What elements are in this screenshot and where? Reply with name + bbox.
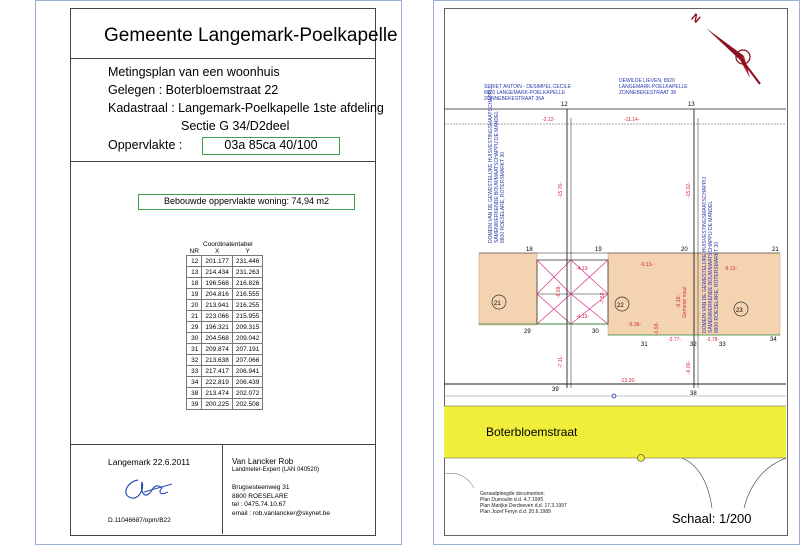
surveyor-contact [232, 484, 330, 518]
coord-row [187, 300, 263, 311]
parcel-22-label: 22 [617, 303, 624, 309]
coord-nr: 32 [187, 355, 202, 366]
coord-y: 207.066 [232, 355, 263, 366]
coord-row [187, 267, 263, 278]
coord-x: 204.568 [202, 333, 233, 344]
surveyor-title: Landmeter-Expert (LAN 040520) [232, 467, 320, 473]
doc-type: Metingsplan van een woonhuis [108, 65, 280, 79]
coord-x: 201.177 [202, 256, 233, 267]
right-sheet [433, 0, 800, 545]
built-area: Bebouwde oppervlakte woning: 74,94 m2 [163, 196, 330, 206]
signature-drawing [118, 474, 178, 504]
dim-5: -6.59- [556, 284, 562, 298]
manhole-icon [638, 455, 645, 462]
coord-y: 231.446 [232, 256, 263, 267]
coord-nr: 29 [187, 322, 202, 333]
coord-x: 209.874 [202, 344, 233, 355]
area-label: Oppervlakte : [108, 138, 183, 152]
coord-y: 206.439 [232, 377, 263, 388]
owner-right-2: LANGEMARK-POELKAPELLE [619, 84, 688, 90]
coord-y: 215.955 [232, 311, 263, 322]
coord-row [187, 278, 263, 289]
coord-nr: 39 [187, 399, 202, 410]
curb-left [444, 473, 474, 488]
col-header-nr: NR [189, 248, 199, 255]
vertical-right-1: DOMEIN VAN DE GEWESTELIJKE HUISVESTINGSMAATSCHAPPIJ [702, 177, 708, 333]
coord-nr: 12 [187, 256, 202, 267]
dim-7: -4.13- [576, 314, 590, 320]
point-20: 20 [681, 247, 688, 253]
point-30: 30 [592, 329, 599, 335]
col-header-y: Y [245, 248, 250, 255]
dim-2: -11.14- [624, 117, 640, 123]
dim-3: -15.76- [558, 182, 564, 198]
email: email : rob.vanlancker@skynet.be [232, 509, 331, 517]
dim-10: -9.13- [724, 266, 738, 272]
built-area-box [138, 194, 355, 210]
vertical-left-1: DOMEIN VAN DE GEWESTELIJKE HUISVESTINGSMAATSCHAPPIJ [488, 87, 494, 243]
point-29: 29 [524, 329, 531, 335]
dim-18: -13.26- [620, 378, 636, 384]
doc-1: Plan Dumoulin d.d. 4.7.1995 [480, 497, 544, 503]
title-divider [70, 58, 375, 59]
vertical-left-2: SAMENWERKENDE BOUWMAATSCHAPPIJ DE MANDEL [494, 110, 500, 243]
point-13: 13 [688, 102, 695, 108]
coord-y: 231.263 [232, 267, 263, 278]
area-value-box [202, 137, 340, 155]
north-arrow [688, 12, 760, 84]
street-label: Boterbloemstraat [486, 425, 578, 439]
coord-row [187, 366, 263, 377]
dim-15: -1.93- [654, 321, 660, 335]
owner-left-2: 8920 LANGEMARK-POELKAPELLE [484, 90, 566, 96]
point-34: 34 [770, 337, 777, 343]
dim-6: -4.13- [576, 266, 590, 272]
area-value: 03a 85ca 40/100 [224, 138, 318, 152]
owner-right-3: ZONNEBEKESTRAAT 38 [619, 90, 677, 96]
reference-number: D.11046687/opm/B22 [108, 517, 171, 524]
dim-9: -7.52- [600, 290, 606, 304]
municipality-title: Gemeente Langemark-Poelkapelle [104, 25, 398, 46]
point-39: 39 [552, 387, 559, 393]
coord-row [187, 256, 263, 267]
coord-row [187, 322, 263, 333]
coord-x: 222.819 [202, 377, 233, 388]
coord-y: 216.255 [232, 300, 263, 311]
coord-row [187, 344, 263, 355]
dim-14: -3.78- [706, 337, 720, 343]
place-date: Langemark 22.6.2011 [108, 457, 191, 467]
dim-8: -9.13- [640, 262, 654, 268]
coord-nr: 38 [187, 388, 202, 399]
point-19: 19 [595, 247, 602, 253]
coord-nr: 18 [187, 278, 202, 289]
survey-points [524, 102, 779, 397]
carport-cross [537, 260, 608, 324]
coord-x: 196.568 [202, 278, 233, 289]
point-31: 31 [641, 342, 648, 348]
coord-x: 213.638 [202, 355, 233, 366]
parcel-21-label: 21 [494, 301, 501, 307]
coord-table-header [187, 248, 263, 256]
coord-y: 209.042 [232, 333, 263, 344]
coord-y: 206.941 [232, 366, 263, 377]
owner-right-1: DEWILDE LIEVEN, 8920 [619, 78, 675, 84]
north-label: N [688, 11, 703, 26]
coord-row [187, 399, 263, 410]
coord-table [186, 248, 263, 410]
dim-12: -6.19- [676, 294, 682, 308]
col-header-x: X [214, 248, 220, 255]
wall-note: Gemene muur [682, 286, 688, 318]
coord-nr: 19 [187, 289, 202, 300]
point-12: 12 [561, 102, 568, 108]
coord-nr: 31 [187, 344, 202, 355]
coord-nr: 13 [187, 267, 202, 278]
dim-11: -5.36- [628, 322, 642, 328]
signature-split [222, 444, 223, 534]
coord-row [187, 311, 263, 322]
vertical-right-2: SAMENWERKENDE BOUWMAATSCHAPPIJ DE MANDEL [708, 200, 714, 333]
coord-x: 217.417 [202, 366, 233, 377]
coord-nr: 20 [187, 300, 202, 311]
coord-x: 200.225 [202, 399, 233, 410]
doc-2: Plan Marijke Derdoeven d.d. 17.3.1997 [480, 503, 567, 509]
coord-row [187, 355, 263, 366]
coord-nr: 21 [187, 311, 202, 322]
kadastraal-line-2: Sectie G 34/D2deel [181, 119, 290, 133]
coord-x: 196.321 [202, 322, 233, 333]
curb-right [682, 458, 712, 508]
point-18: 18 [526, 247, 533, 253]
point-21: 21 [772, 247, 779, 253]
owner-left-1: SPRIET ANTOIN - DESIMPEL CECILE [484, 84, 571, 90]
coord-table-wrap [186, 248, 263, 410]
coord-y: 209.315 [232, 322, 263, 333]
consulted-docs [480, 491, 567, 515]
vertical-left-3: 8800 ROESELARE, ROTERSMARKT 30 [500, 151, 506, 243]
dim-4: -15.02- [686, 182, 692, 198]
coord-x: 213.474 [202, 388, 233, 399]
coord-y: 216.555 [232, 289, 263, 300]
address-line-2: 8800 ROESELARE [232, 492, 289, 500]
curb-far-right [744, 458, 786, 508]
coord-row [187, 289, 263, 300]
coord-y: 216.826 [232, 278, 263, 289]
coord-table-body [187, 256, 263, 410]
info-divider [70, 161, 375, 162]
phone: tel : 0475.74.10.67 [232, 501, 286, 508]
scale-label: Schaal: 1/200 [672, 511, 752, 526]
cadastral-plan [444, 8, 786, 534]
point-38: 38 [690, 391, 697, 397]
coord-row [187, 388, 263, 399]
vertical-owner-right [702, 177, 720, 333]
vertical-right-3: 8800 ROESELARE, ROTERSMARKT 30 [714, 241, 720, 333]
coord-x: 214.434 [202, 267, 233, 278]
dim-13: -3.77- [668, 337, 682, 343]
coord-x: 223.066 [202, 311, 233, 322]
coord-y: 202.508 [232, 399, 263, 410]
coord-nr: 30 [187, 333, 202, 344]
coord-y: 202.072 [232, 388, 263, 399]
dim-1: -2.12- [542, 117, 556, 123]
address-line-1: Brugsesteenweg 31 [232, 484, 290, 491]
doc-3: Plan Jozef Feryn d.d. 20.6.1989 [480, 509, 551, 515]
coord-y: 207.191 [232, 344, 263, 355]
parcel-23-label: 23 [736, 308, 743, 314]
parcel-21-fill [479, 253, 537, 325]
owner-left-3: ZONNEBEKESTRAAT 36A [484, 96, 545, 102]
coord-row [187, 333, 263, 344]
dim-17: -6.00- [686, 360, 692, 374]
kadastraal-line-1: Kadastraal : Langemark-Poelkapelle 1ste afdeling [108, 101, 384, 115]
coord-x: 213.941 [202, 300, 233, 311]
dim-16: -7.11- [558, 355, 564, 368]
point-32: 32 [690, 342, 697, 348]
coord-x: 204.816 [202, 289, 233, 300]
point-33: 33 [719, 342, 726, 348]
left-sheet [35, 0, 402, 545]
coord-nr: 33 [187, 366, 202, 377]
surveyor-name: Van Lancker Rob [232, 457, 294, 466]
vertical-owner-left [488, 87, 506, 243]
coord-nr: 34 [187, 377, 202, 388]
location: Gelegen : Boterbloemstraat 22 [108, 83, 279, 97]
coord-table-caption: Coordinatentabel [203, 241, 253, 248]
docs-title: Geraadpleegde documenten: [480, 491, 545, 497]
coord-row [187, 377, 263, 388]
